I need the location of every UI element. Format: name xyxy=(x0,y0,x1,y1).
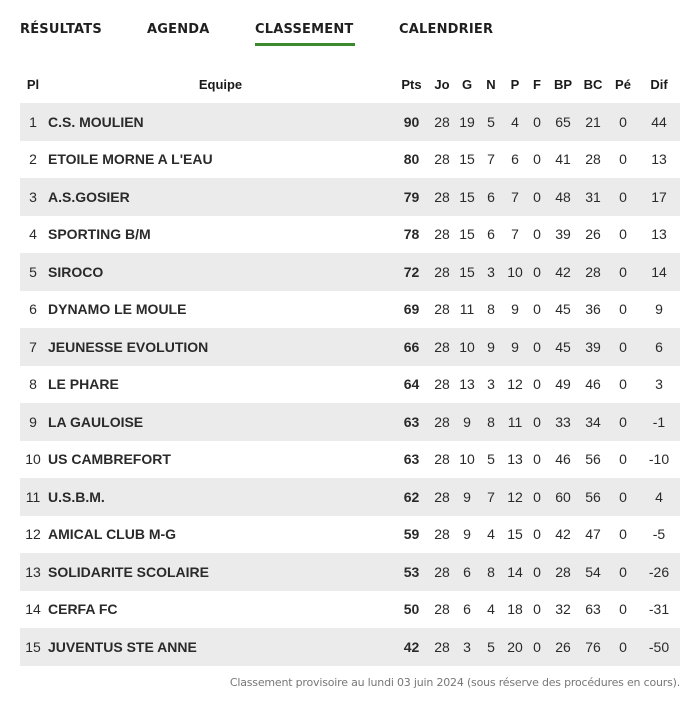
cell-won: 9 xyxy=(456,516,478,554)
cell-goal-diff: -26 xyxy=(638,553,680,591)
cell-team: SPORTING B/M xyxy=(46,216,395,254)
cell-goals-for: 46 xyxy=(548,441,578,479)
cell-won: 11 xyxy=(456,291,478,329)
cell-won: 10 xyxy=(456,441,478,479)
cell-goals-against: 56 xyxy=(578,441,608,479)
cell-drawn: 9 xyxy=(478,328,504,366)
cell-forfeit: 0 xyxy=(526,291,548,329)
cell-won: 9 xyxy=(456,478,478,516)
cell-goals-for: 26 xyxy=(548,628,578,666)
cell-goal-diff: -31 xyxy=(638,591,680,629)
cell-goals-for: 48 xyxy=(548,178,578,216)
table-row xyxy=(20,591,680,629)
cell-forfeit: 0 xyxy=(526,253,548,291)
cell-team: DYNAMO LE MOULE xyxy=(46,291,395,329)
cell-goal-diff: 6 xyxy=(638,328,680,366)
cell-forfeit: 0 xyxy=(526,441,548,479)
cell-forfeit: 0 xyxy=(526,103,548,141)
cell-goals-against: 21 xyxy=(578,103,608,141)
cell-goal-diff: 44 xyxy=(638,103,680,141)
cell-lost: 13 xyxy=(504,441,526,479)
cell-team: ETOILE MORNE A L'EAU xyxy=(46,141,395,179)
cell-goals-for: 45 xyxy=(548,291,578,329)
cell-lost: 12 xyxy=(504,366,526,404)
cell-goal-diff: 3 xyxy=(638,366,680,404)
cell-played: 28 xyxy=(428,478,456,516)
cell-team: JUVENTUS STE ANNE xyxy=(46,628,395,666)
cell-rank: 7 xyxy=(20,328,46,366)
cell-penalty: 0 xyxy=(608,553,638,591)
col-header-n: N xyxy=(486,77,496,92)
col-header-bc: BC xyxy=(583,77,603,92)
cell-rank: 11 xyxy=(20,478,46,516)
cell-drawn: 3 xyxy=(478,366,504,404)
cell-team: U.S.B.M. xyxy=(46,478,395,516)
cell-penalty: 0 xyxy=(608,628,638,666)
cell-forfeit: 0 xyxy=(526,141,548,179)
cell-penalty: 0 xyxy=(608,328,638,366)
cell-forfeit: 0 xyxy=(526,553,548,591)
col-header-pts: Pts xyxy=(401,77,422,92)
cell-drawn: 8 xyxy=(478,553,504,591)
cell-team: AMICAL CLUB M-G xyxy=(46,516,395,554)
cell-points: 80 xyxy=(395,141,428,179)
cell-rank: 6 xyxy=(20,291,46,329)
col-header-g: G xyxy=(461,77,473,92)
cell-team: C.S. MOULIEN xyxy=(46,103,395,141)
cell-goals-for: 28 xyxy=(548,553,578,591)
cell-goal-diff: 13 xyxy=(638,216,680,254)
cell-won: 3 xyxy=(456,628,478,666)
table-row xyxy=(20,253,680,291)
cell-penalty: 0 xyxy=(608,141,638,179)
cell-rank: 15 xyxy=(20,628,46,666)
cell-forfeit: 0 xyxy=(526,366,548,404)
col-header-pl: Pl xyxy=(26,77,40,92)
cell-lost: 10 xyxy=(504,253,526,291)
cell-forfeit: 0 xyxy=(526,478,548,516)
cell-won: 19 xyxy=(456,103,478,141)
cell-drawn: 5 xyxy=(478,628,504,666)
cell-goals-against: 31 xyxy=(578,178,608,216)
cell-points: 42 xyxy=(395,628,428,666)
cell-penalty: 0 xyxy=(608,591,638,629)
cell-played: 28 xyxy=(428,253,456,291)
cell-rank: 4 xyxy=(20,216,46,254)
cell-drawn: 6 xyxy=(478,216,504,254)
cell-goal-diff: 9 xyxy=(638,291,680,329)
cell-goal-diff: 14 xyxy=(638,253,680,291)
cell-goals-against: 26 xyxy=(578,216,608,254)
cell-goals-against: 39 xyxy=(578,328,608,366)
cell-goals-against: 46 xyxy=(578,366,608,404)
cell-goal-diff: -5 xyxy=(638,516,680,554)
cell-rank: 12 xyxy=(20,516,46,554)
footnote: Classement provisoire au lundi 03 juin 2024 (sous réserve des procédures en cours). xyxy=(229,676,680,689)
cell-lost: 4 xyxy=(504,103,526,141)
cell-forfeit: 0 xyxy=(526,516,548,554)
cell-drawn: 7 xyxy=(478,141,504,179)
standings-table xyxy=(20,66,680,666)
col-header-dif: Dif xyxy=(650,77,668,92)
cell-drawn: 3 xyxy=(478,253,504,291)
cell-points: 69 xyxy=(395,291,428,329)
cell-penalty: 0 xyxy=(608,366,638,404)
cell-penalty: 0 xyxy=(608,516,638,554)
cell-goals-against: 28 xyxy=(578,253,608,291)
table-row xyxy=(20,328,680,366)
table-row xyxy=(20,141,680,179)
cell-goals-for: 60 xyxy=(548,478,578,516)
cell-won: 15 xyxy=(456,141,478,179)
cell-lost: 20 xyxy=(504,628,526,666)
cell-penalty: 0 xyxy=(608,478,638,516)
tab-resultats[interactable]: RÉSULTATS xyxy=(20,22,102,37)
cell-drawn: 8 xyxy=(478,403,504,441)
cell-played: 28 xyxy=(428,178,456,216)
cell-goals-against: 54 xyxy=(578,553,608,591)
table-row xyxy=(20,403,680,441)
cell-team: CERFA FC xyxy=(46,591,395,629)
cell-goal-diff: -10 xyxy=(638,441,680,479)
cell-lost: 14 xyxy=(504,553,526,591)
cell-played: 28 xyxy=(428,103,456,141)
table-row xyxy=(20,516,680,554)
cell-points: 72 xyxy=(395,253,428,291)
cell-goal-diff: 4 xyxy=(638,478,680,516)
cell-forfeit: 0 xyxy=(526,403,548,441)
cell-team: LE PHARE xyxy=(46,366,395,404)
cell-goal-diff: 17 xyxy=(638,178,680,216)
header-row xyxy=(20,66,680,103)
cell-goals-for: 42 xyxy=(548,516,578,554)
cell-played: 28 xyxy=(428,553,456,591)
cell-played: 28 xyxy=(428,291,456,329)
cell-played: 28 xyxy=(428,591,456,629)
table-row xyxy=(20,441,680,479)
cell-drawn: 8 xyxy=(478,291,504,329)
cell-played: 28 xyxy=(428,216,456,254)
col-header-bp: BP xyxy=(553,77,573,92)
cell-lost: 12 xyxy=(504,478,526,516)
cell-points: 50 xyxy=(395,591,428,629)
cell-rank: 13 xyxy=(20,553,46,591)
cell-points: 78 xyxy=(395,216,428,254)
cell-played: 28 xyxy=(428,516,456,554)
cell-goals-for: 49 xyxy=(548,366,578,404)
cell-lost: 15 xyxy=(504,516,526,554)
cell-goals-for: 65 xyxy=(548,103,578,141)
cell-goals-against: 28 xyxy=(578,141,608,179)
cell-rank: 5 xyxy=(20,253,46,291)
cell-team: SIROCO xyxy=(46,253,395,291)
col-header-f: F xyxy=(533,77,541,92)
cell-won: 9 xyxy=(456,403,478,441)
cell-points: 64 xyxy=(395,366,428,404)
cell-forfeit: 0 xyxy=(526,178,548,216)
cell-drawn: 6 xyxy=(478,178,504,216)
cell-points: 62 xyxy=(395,478,428,516)
cell-won: 6 xyxy=(456,553,478,591)
cell-penalty: 0 xyxy=(608,441,638,479)
cell-lost: 9 xyxy=(504,328,526,366)
table-row xyxy=(20,178,680,216)
cell-goal-diff: 13 xyxy=(638,141,680,179)
cell-goals-for: 42 xyxy=(548,253,578,291)
cell-lost: 9 xyxy=(504,291,526,329)
cell-team: LA GAULOISE xyxy=(46,403,395,441)
table-row xyxy=(20,291,680,329)
cell-penalty: 0 xyxy=(608,291,638,329)
cell-rank: 10 xyxy=(20,441,46,479)
cell-points: 66 xyxy=(395,328,428,366)
cell-points: 53 xyxy=(395,553,428,591)
cell-won: 15 xyxy=(456,216,478,254)
cell-won: 15 xyxy=(456,178,478,216)
cell-won: 15 xyxy=(456,253,478,291)
cell-points: 63 xyxy=(395,403,428,441)
col-header-p: P xyxy=(510,77,520,92)
cell-played: 28 xyxy=(428,366,456,404)
cell-lost: 7 xyxy=(504,178,526,216)
cell-rank: 2 xyxy=(20,141,46,179)
cell-lost: 6 xyxy=(504,141,526,179)
cell-penalty: 0 xyxy=(608,103,638,141)
cell-played: 28 xyxy=(428,328,456,366)
tab-calendrier[interactable]: CALENDRIER xyxy=(399,22,494,37)
cell-team: JEUNESSE EVOLUTION xyxy=(46,328,395,366)
cell-penalty: 0 xyxy=(608,216,638,254)
cell-drawn: 7 xyxy=(478,478,504,516)
col-header-jo: Jo xyxy=(434,77,450,92)
cell-points: 90 xyxy=(395,103,428,141)
cell-played: 28 xyxy=(428,403,456,441)
cell-lost: 7 xyxy=(504,216,526,254)
cell-forfeit: 0 xyxy=(526,328,548,366)
cell-played: 28 xyxy=(428,441,456,479)
table-row xyxy=(20,216,680,254)
cell-goals-against: 63 xyxy=(578,591,608,629)
cell-goals-against: 56 xyxy=(578,478,608,516)
tab-bar xyxy=(20,22,509,52)
cell-goals-against: 76 xyxy=(578,628,608,666)
cell-team: A.S.GOSIER xyxy=(46,178,395,216)
cell-played: 28 xyxy=(428,628,456,666)
cell-forfeit: 0 xyxy=(526,628,548,666)
cell-won: 6 xyxy=(456,591,478,629)
cell-lost: 18 xyxy=(504,591,526,629)
cell-rank: 3 xyxy=(20,178,46,216)
cell-drawn: 5 xyxy=(478,103,504,141)
table-row xyxy=(20,478,680,516)
cell-rank: 14 xyxy=(20,591,46,629)
cell-penalty: 0 xyxy=(608,253,638,291)
cell-forfeit: 0 xyxy=(526,591,548,629)
cell-team: SOLIDARITE SCOLAIRE xyxy=(46,553,395,591)
cell-goals-for: 32 xyxy=(548,591,578,629)
cell-rank: 9 xyxy=(20,403,46,441)
cell-won: 13 xyxy=(456,366,478,404)
cell-penalty: 0 xyxy=(608,178,638,216)
tab-agenda[interactable]: AGENDA xyxy=(147,22,210,37)
cell-goals-for: 41 xyxy=(548,141,578,179)
cell-drawn: 4 xyxy=(478,516,504,554)
cell-points: 79 xyxy=(395,178,428,216)
table-row xyxy=(20,553,680,591)
cell-points: 59 xyxy=(395,516,428,554)
table-row xyxy=(20,628,680,666)
cell-goal-diff: -50 xyxy=(638,628,680,666)
col-header-equipe: Equipe xyxy=(198,77,243,92)
cell-goals-against: 47 xyxy=(578,516,608,554)
cell-goal-diff: -1 xyxy=(638,403,680,441)
cell-team: US CAMBREFORT xyxy=(46,441,395,479)
cell-drawn: 4 xyxy=(478,591,504,629)
cell-rank: 1 xyxy=(20,103,46,141)
cell-won: 10 xyxy=(456,328,478,366)
col-header-pe: Pé xyxy=(615,77,631,92)
cell-lost: 11 xyxy=(504,403,526,441)
cell-goals-against: 36 xyxy=(578,291,608,329)
cell-played: 28 xyxy=(428,141,456,179)
tab-classement[interactable]: CLASSEMENT xyxy=(255,22,399,48)
cell-forfeit: 0 xyxy=(526,216,548,254)
cell-goals-against: 34 xyxy=(578,403,608,441)
cell-points: 63 xyxy=(395,441,428,479)
cell-rank: 8 xyxy=(20,366,46,404)
cell-penalty: 0 xyxy=(608,403,638,441)
cell-goals-for: 33 xyxy=(548,403,578,441)
cell-goals-for: 45 xyxy=(548,328,578,366)
cell-drawn: 5 xyxy=(478,441,504,479)
cell-goals-for: 39 xyxy=(548,216,578,254)
table-row xyxy=(20,103,680,141)
table-row xyxy=(20,366,680,404)
